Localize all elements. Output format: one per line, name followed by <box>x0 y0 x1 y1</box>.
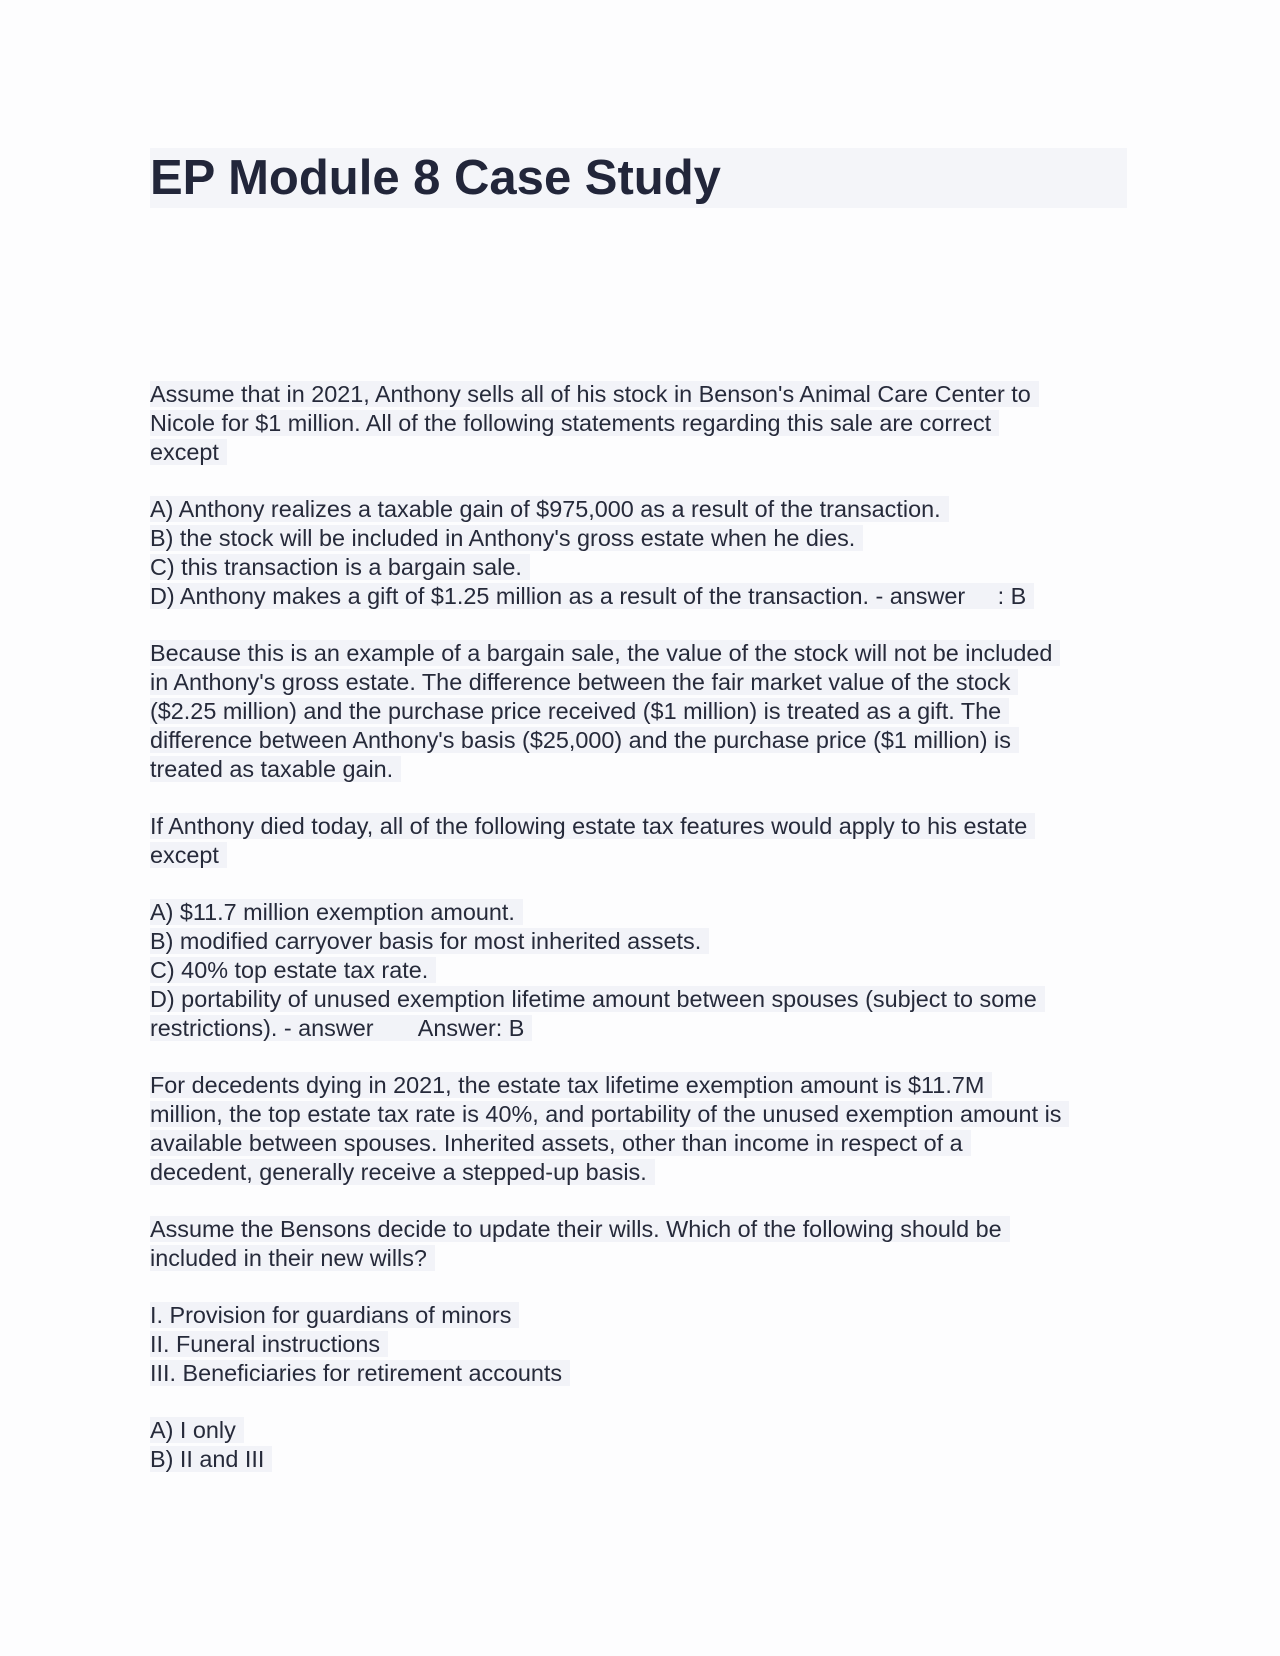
option-line: A) I only <box>150 1417 244 1443</box>
option-line: C) this transaction is a bargain sale. <box>150 554 530 580</box>
prompt-line: Assume the Bensons decide to update their wills. Which of the following should be <box>150 1216 1010 1242</box>
list-item: I. Provision for guardians of minors <box>150 1302 519 1328</box>
prompt-line: except <box>150 842 227 868</box>
question-1-explanation <box>150 639 1150 784</box>
document-title: EP Module 8 Case Study <box>150 151 721 205</box>
explanation-line: million, the top estate tax rate is 40%, and portability of the unused exemption amount is <box>150 1101 1069 1127</box>
option-line: D) Anthony makes a gift of $1.25 million as a result of the transaction. - answer : B <box>150 583 1034 609</box>
explanation-line: in Anthony's gross estate. The difference between the fair market value of the stock <box>150 669 1018 695</box>
question-3-options <box>150 1416 1150 1474</box>
explanation-line: treated as taxable gain. <box>150 756 401 782</box>
question-3-prompt <box>150 1215 1150 1273</box>
option-line: D) portability of unused exemption lifetime amount between spouses (subject to some <box>150 986 1045 1012</box>
explanation-line: available between spouses. Inherited assets, other than income in respect of a <box>150 1130 971 1156</box>
question-2-prompt <box>150 812 1150 870</box>
explanation-line: Because this is an example of a bargain sale, the value of the stock will not be included <box>150 640 1060 666</box>
list-item: II. Funeral instructions <box>150 1331 388 1357</box>
option-line: A) $11.7 million exemption amount. <box>150 899 523 925</box>
explanation-line: decedent, generally receive a stepped-up basis. <box>150 1159 655 1185</box>
prompt-line: except <box>150 439 227 465</box>
prompt-line: Nicole for $1 million. All of the following statements regarding this sale are correct <box>150 410 999 436</box>
option-line: restrictions). - answer Answer: B <box>150 1015 532 1041</box>
prompt-line: Assume that in 2021, Anthony sells all of his stock in Benson's Animal Care Center to <box>150 381 1039 407</box>
prompt-line: If Anthony died today, all of the following estate tax features would apply to his estate <box>150 813 1035 839</box>
option-line: A) Anthony realizes a taxable gain of $975,000 as a result of the transaction. <box>150 496 949 522</box>
question-3-items <box>150 1301 1150 1388</box>
option-line: C) 40% top estate tax rate. <box>150 957 436 983</box>
question-2-options <box>150 898 1150 1043</box>
question-1-options <box>150 495 1150 611</box>
option-line: B) modified carryover basis for most inherited assets. <box>150 928 709 954</box>
question-2-explanation <box>150 1071 1150 1187</box>
option-line: B) II and III <box>150 1446 272 1472</box>
explanation-line: ($2.25 million) and the purchase price received ($1 million) is treated as a gift. The <box>150 698 1009 724</box>
question-1-prompt <box>150 380 1150 467</box>
option-line: B) the stock will be included in Anthony's gross estate when he dies. <box>150 525 863 551</box>
explanation-line: difference between Anthony's basis ($25,000) and the purchase price ($1 million) is <box>150 727 1019 753</box>
document-body <box>150 380 1150 1502</box>
prompt-line: included in their new wills? <box>150 1245 435 1271</box>
explanation-line: For decedents dying in 2021, the estate tax lifetime exemption amount is $11.7M <box>150 1072 992 1098</box>
title-highlight <box>150 148 1127 208</box>
list-item: III. Beneficiaries for retirement accounts <box>150 1360 570 1386</box>
